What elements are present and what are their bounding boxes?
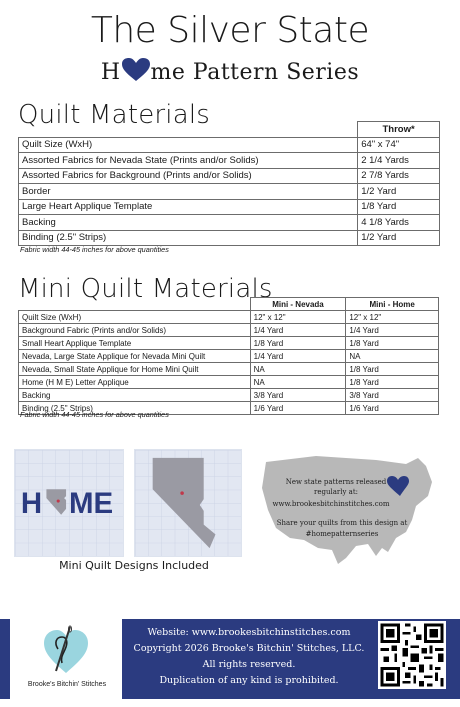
- footer-duplication-notice: Duplication of any kind is prohibited.: [159, 675, 339, 686]
- row-label: Large Heart Applique Template: [19, 199, 358, 215]
- row-label: Assorted Fabrics for Background (Prints and/or Solids): [19, 168, 358, 184]
- footer-website-link[interactable]: Website: www.brookesbitchinstitches.com: [147, 627, 351, 638]
- page-title: The Silver State: [90, 10, 370, 51]
- nevada-value: 1/6 Yard: [250, 402, 346, 415]
- home-value: 1/8 Yard: [346, 337, 439, 350]
- mini-materials-heading: Mini Quilt Materials: [18, 274, 273, 304]
- small-heart-applique: [57, 499, 60, 502]
- heart-icon: [122, 58, 150, 82]
- mini-fabric-width-note: Fabric width 44-45 inches for above quantities: [20, 410, 169, 419]
- nevada-value: 1/4 Yard: [250, 350, 346, 363]
- promo-website-link[interactable]: www.brookesbitchinstitches.com: [272, 500, 390, 508]
- us-map-image: [256, 452, 436, 574]
- footer-rights: All rights reserved.: [202, 659, 296, 670]
- home-value: 3/8 Yard: [346, 389, 439, 402]
- row-label: Backing: [19, 215, 358, 231]
- table-row: [19, 199, 440, 215]
- table-row: [19, 337, 439, 350]
- heart-marker: [180, 491, 184, 495]
- table-row: [19, 389, 439, 402]
- table-row: [19, 230, 440, 246]
- fabric-width-note: Fabric width 44-45 inches for above quantities: [20, 245, 169, 254]
- table-row: [19, 153, 440, 169]
- mini-materials-table: [18, 297, 439, 415]
- row-label: Nevada, Large State Applique for Nevada Mini Quilt: [19, 350, 251, 363]
- table-header-row: [19, 122, 440, 138]
- promo-hashtag: #homepatternseries: [305, 530, 379, 538]
- table-row: [19, 215, 440, 231]
- row-value: 1/2 Yard: [358, 184, 440, 200]
- nevada-mini-quilt-image: [134, 449, 242, 557]
- us-map-shape: [262, 456, 432, 564]
- row-label: Assorted Fabrics for Nevada State (Prints and/or Solids): [19, 153, 358, 169]
- home-value: 1/8 Yard: [346, 363, 439, 376]
- footer-copyright: Copyright 2026 Brooke's Bitchin' Stitches, LLC.: [133, 643, 365, 654]
- home-letter-h: H: [20, 486, 43, 520]
- needle-heart-logo-icon: [40, 621, 92, 679]
- table-row: [19, 350, 439, 363]
- row-label: Nevada, Small State Applique for Home Mini Quilt: [19, 363, 251, 376]
- nevada-value: 3/8 Yard: [250, 389, 346, 402]
- table-row: [19, 168, 440, 184]
- promo-line-4: Share your quilts from this design at: [276, 519, 408, 527]
- mini-designs-caption: Mini Quilt Designs Included: [59, 559, 209, 572]
- home-value: 1/6 Yard: [346, 402, 439, 415]
- qr-code-icon[interactable]: [378, 621, 446, 689]
- row-value: 1/8 Yard: [358, 199, 440, 215]
- brand-name: Brooke's Bitchin' Stitches: [27, 681, 107, 688]
- home-value: 12" x 12": [346, 311, 439, 324]
- row-value: 2 7/8 Yards: [358, 168, 440, 184]
- nevada-value: NA: [250, 376, 346, 389]
- subtitle-h: H: [100, 60, 121, 85]
- table-row: [19, 311, 439, 324]
- blank-cell: [19, 122, 358, 138]
- quilt-materials-heading: Quilt Materials: [18, 100, 211, 130]
- home-letters-me: ME: [69, 486, 114, 520]
- home-value: 1/8 Yard: [346, 376, 439, 389]
- nevada-value: 12" x 12": [250, 311, 346, 324]
- promo-line-1: New state patterns released: [285, 478, 387, 486]
- row-label: Binding (2.5" Strips): [19, 230, 358, 246]
- table-row: [19, 184, 440, 200]
- nevada-value: 1/8 Yard: [250, 337, 346, 350]
- row-label: Quilt Size (WxH): [19, 311, 251, 324]
- row-label: Quilt Size (WxH): [19, 137, 358, 153]
- row-label: Binding (2.5" Strips): [19, 402, 251, 415]
- table-row: [19, 376, 439, 389]
- table-row: [19, 363, 439, 376]
- mini-nevada-column-header: Mini - Nevada: [250, 298, 346, 311]
- table-header-row: [19, 298, 439, 311]
- row-value: 4 1/8 Yards: [358, 215, 440, 231]
- row-label: Small Heart Applique Template: [19, 337, 251, 350]
- quilt-materials-table: [18, 121, 440, 246]
- home-value: 1/4 Yard: [346, 324, 439, 337]
- row-label: Home (H M E) Letter Applique: [19, 376, 251, 389]
- row-label: Border: [19, 184, 358, 200]
- subtitle-rest: me Pattern Series: [150, 60, 360, 85]
- nevada-value: 1/4 Yard: [250, 324, 346, 337]
- table-row: [19, 324, 439, 337]
- series-subtitle: [0, 58, 460, 85]
- home-value: NA: [346, 350, 439, 363]
- throw-column-header: Throw*: [358, 122, 440, 138]
- row-value: 64" x 74": [358, 137, 440, 153]
- row-value: 2 1/4 Yards: [358, 153, 440, 169]
- home-mini-quilt-image: [14, 449, 124, 557]
- row-label: Backing: [19, 389, 251, 402]
- promo-line-2: regularly at:: [314, 488, 358, 496]
- row-label: Background Fabric (Prints and/or Solids): [19, 324, 251, 337]
- row-value: 1/2 Yard: [358, 230, 440, 246]
- table-row: [19, 137, 440, 153]
- mini-home-column-header: Mini - Home: [346, 298, 439, 311]
- blank-cell: [19, 298, 251, 311]
- nevada-value: NA: [250, 363, 346, 376]
